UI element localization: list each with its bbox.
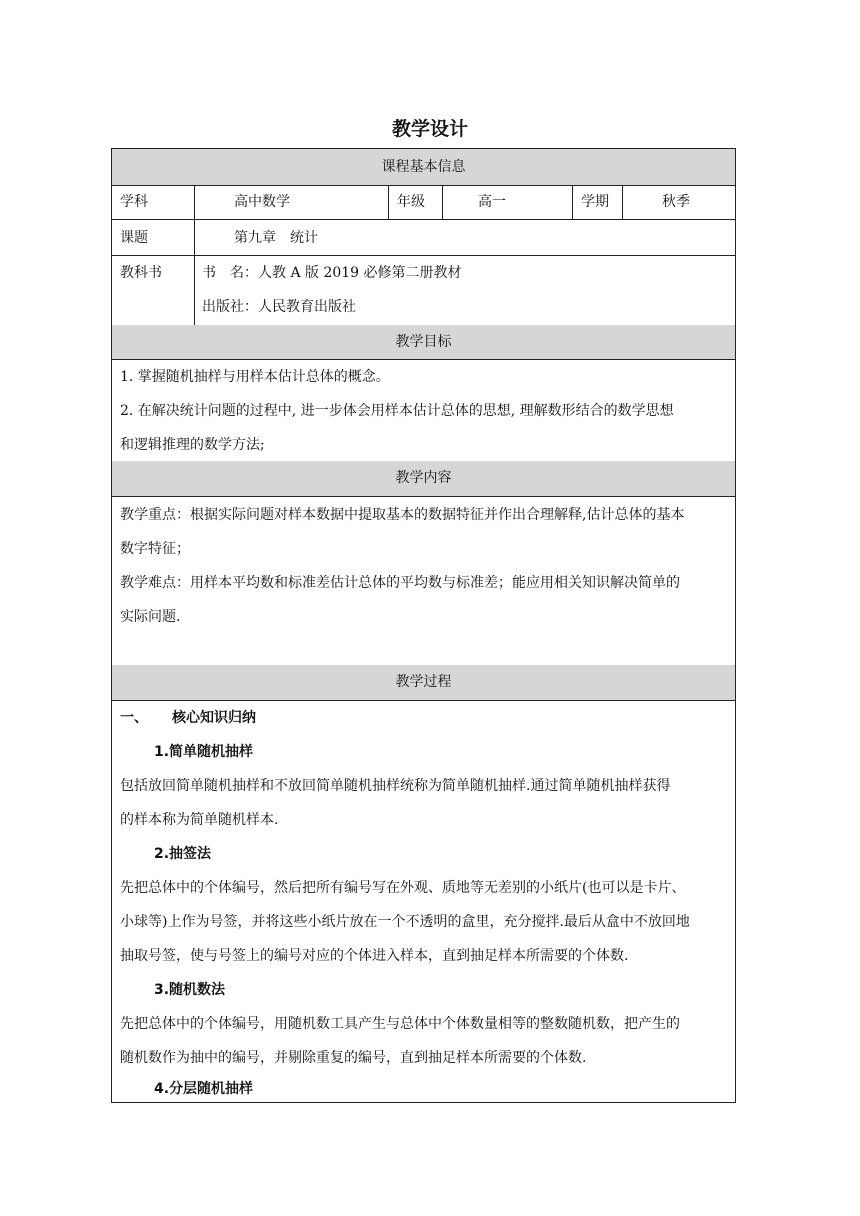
paragraph-1-line-1: 包括放回简单随机抽样和不放回简单随机抽样统称为简单随机抽样.通过简单随机抽样获得 (120, 778, 671, 794)
document-title: 教学设计 (391, 118, 468, 140)
grade-label: 年级 (397, 194, 425, 210)
difficult-points: 教学难点：用样本平均数和标准差估计总体的平均数与标准差；能应用相关知识解决简单的 (120, 575, 680, 591)
difficult-points-continued: 实际问题. (120, 609, 181, 625)
process-header: 教学过程 (112, 665, 735, 700)
content-header: 教学内容 (112, 461, 735, 496)
goal-2-continued: 和逻辑推理的数学方法; (120, 437, 265, 453)
term-value: 秋季 (662, 194, 690, 210)
subject-label: 学科 (120, 194, 148, 210)
topic-label: 课题 (120, 230, 148, 246)
paragraph-3-line-1: 先把总体中的个体编号，用随机数工具产生与总体中个体数量相等的整数随机数，把产生的 (120, 1016, 680, 1032)
paragraph-2-line-1: 先把总体中的个体编号，然后把所有编号写在外观、质地等无差别的小纸片(也可以是卡片、 (120, 880, 686, 896)
section-number: 一、 (120, 710, 148, 726)
term-label: 学期 (581, 194, 609, 210)
topic-value: 第九章 统计 (234, 230, 318, 246)
key-points-continued: 数字特征； (120, 541, 190, 557)
section-title: 核心知识归纳 (172, 710, 256, 726)
grade-value: 高一 (478, 194, 506, 210)
heading-stratified-sampling: 4.分层随机抽样 (154, 1081, 254, 1097)
subject-value: 高中数学 (234, 194, 290, 210)
heading-simple-random-sampling: 1.简单随机抽样 (154, 744, 254, 760)
paragraph-2-line-2: 小球等)上作为号签，并将这些小纸片放在一个不透明的盒里，充分搅拌.最后从盒中不放回地 (120, 914, 690, 930)
heading-lottery-method: 2.抽签法 (154, 846, 212, 862)
heading-random-number-method: 3.随机数法 (154, 982, 226, 998)
goals-header: 教学目标 (112, 325, 735, 359)
lesson-plan-table (111, 148, 736, 1103)
paragraph-2-line-3: 抽取号签，使与号签上的编号对应的个体进入样本，直到抽足样本所需要的个体数. (120, 948, 629, 964)
textbook-label: 教科书 (120, 265, 162, 281)
paragraph-1-line-2: 的样本称为简单随机样本. (120, 812, 279, 828)
goal-1: 1. 掌握随机抽样与用样本估计总体的概念。 (120, 369, 390, 385)
paragraph-3-line-2: 随机数作为抽中的编号，并剔除重复的编号，直到抽足样本所需要的个体数. (120, 1050, 587, 1066)
key-points: 教学重点：根据实际问题对样本数据中提取基本的数据特征并作出合理解释,估计总体的基本 (120, 507, 685, 523)
goal-2: 2. 在解决统计问题的过程中, 进一步体会用样本估计总体的思想, 理解数形结合的数学思想 (120, 403, 674, 419)
textbook-publisher: 出版社：人民教育出版社 (202, 299, 356, 315)
basic-info-header: 课程基本信息 (112, 149, 735, 185)
textbook-name: 书 名：人教 A 版 2019 必修第二册教材 (202, 265, 462, 281)
